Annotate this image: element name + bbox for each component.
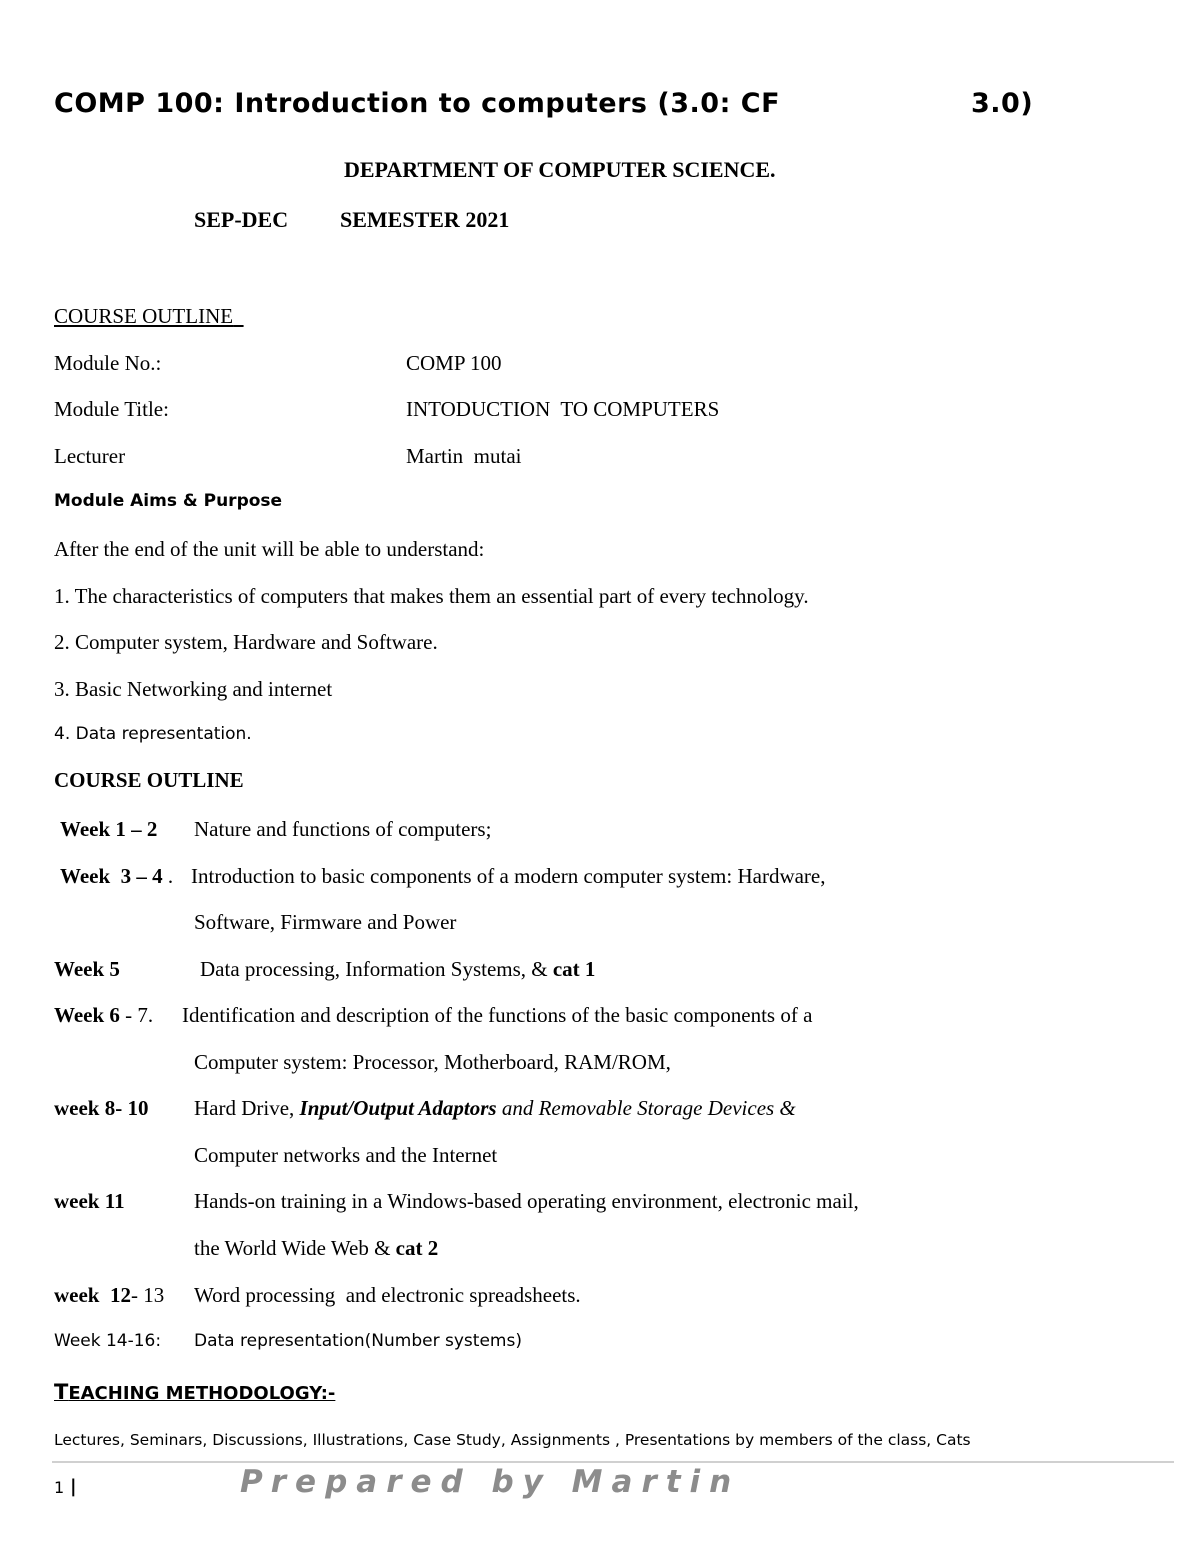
- aims-item: 4. Data representation.: [54, 724, 252, 744]
- course-outline-subheading: COURSE OUTLINE: [54, 304, 234, 328]
- week-description-cont: Computer networks and the Internet: [194, 1143, 498, 1167]
- teaching-methodology-heading: TEACHING METHODOLOGY:-: [54, 1380, 336, 1404]
- week-description-cont: Computer system: Processor, Motherboard, RAM/ROM,: [194, 1050, 671, 1074]
- department-heading: DEPARTMENT OF COMPUTER SCIENCE.: [344, 157, 776, 182]
- module-no-value: COMP 100: [406, 351, 502, 375]
- lecturer-value: Martin mutai: [406, 444, 522, 468]
- aims-item: 3. Basic Networking and internet: [54, 677, 333, 701]
- week-label: Week 6 - 7.: [54, 1003, 154, 1027]
- course-outline-heading: COURSE OUTLINE: [54, 768, 244, 792]
- credit-value: 3.0): [971, 88, 1034, 119]
- week-description: Hard Drive, Input/Output Adaptors and Removable Storage Devices &: [194, 1096, 796, 1120]
- teaching-methodology-text: Lectures, Seminars, Discussions, Illustrations, Case Study, Assignments , Presentations by members of the class, Cats: [54, 1431, 971, 1449]
- week-description: Data representation(Number systems): [194, 1331, 522, 1351]
- week-label: Week 5: [54, 957, 120, 981]
- week-label: week 8- 10: [54, 1096, 149, 1120]
- week-description: Data processing, Information Systems, & cat 1: [200, 957, 596, 981]
- week-description: Nature and functions of computers;: [194, 817, 492, 841]
- week-description: Introduction to basic components of a modern computer system: Hardware,: [191, 864, 826, 888]
- semester-year: SEMESTER 2021: [340, 207, 510, 232]
- module-title-label: Module Title:: [54, 397, 169, 421]
- week-label: week 12- 13: [54, 1283, 165, 1307]
- week-description-cont: Software, Firmware and Power: [194, 910, 457, 934]
- document-title: COMP 100: Introduction to computers (3.0: CF: [54, 88, 781, 119]
- module-title-value: INTODUCTION TO COMPUTERS: [406, 397, 720, 421]
- aims-intro: After the end of the unit will be able to understand:: [54, 537, 485, 561]
- module-no-label: Module No.:: [54, 351, 162, 375]
- prepared-by: Prepared by Martin: [240, 1464, 741, 1500]
- week-description: Hands-on training in a Windows-based operating environment, electronic mail,: [194, 1189, 859, 1213]
- week-label: Week 1 – 2: [60, 817, 158, 841]
- week-description: Identification and description of the functions of the basic components of a: [182, 1003, 813, 1027]
- footer-divider: [52, 1461, 1174, 1463]
- week-label: Week 3 – 4 .: [60, 864, 174, 888]
- aims-item: 1. The characteristics of computers that makes them an essential part of every technology.: [54, 584, 809, 608]
- semester-label: SEP-DEC: [194, 207, 289, 232]
- week-label: week 11: [54, 1189, 125, 1213]
- footer-separator: |: [70, 1476, 77, 1497]
- week-label: Week 14-16:: [54, 1331, 162, 1351]
- aims-heading: Module Aims & Purpose: [54, 491, 283, 511]
- aims-item: 2. Computer system, Hardware and Software.: [54, 630, 438, 654]
- week-description: Word processing and electronic spreadsheets.: [194, 1283, 581, 1307]
- page-number: 1: [54, 1478, 65, 1497]
- week-description-cont: the World Wide Web & cat 2: [194, 1236, 439, 1260]
- lecturer-label: Lecturer: [54, 444, 126, 468]
